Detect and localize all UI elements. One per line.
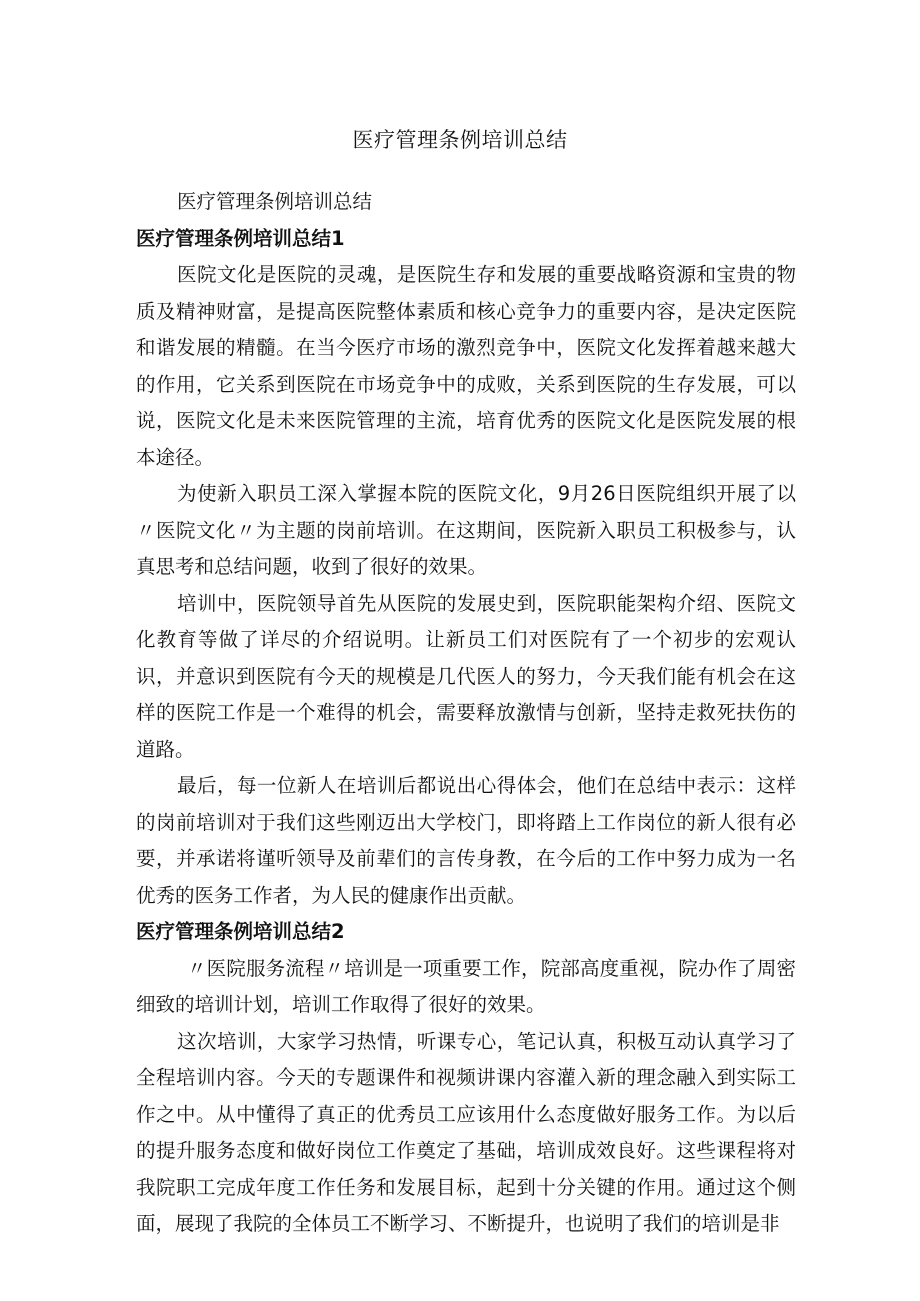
paragraph: 为使新入职员工深入掌握本院的医院文化，9月26日医院组织开展了以〃医院文化〃为主题的岗前培训。在这期间，医院新入职员工积极参与，认真思考和总结问题，收到了很好的效果。 xyxy=(136,482,796,578)
paragraph: 培训中，医院领导首先从医院的发展史到，医院职能架构介绍、医院文化教育等做了详尽的介绍说明。让新员工们对医院有了一个初步的宏观认识，并意识到医院有今天的规模是几代医人的努力，今天我们能有机会在这样的医院工作是一个难得的机会，需要释放激情与创新，坚持走救死扶伤的道路。 xyxy=(136,591,796,761)
paragraph: 这次培训，大家学习热情，听课专心，笔记认真，积极互动认真学习了全程培训内容。今天的专题课件和视频讲课内容灌入新的理念融入到实际工作之中。从中懂得了真正的优秀员工应该用什么态度做好服务工作。为以后的提升服务态度和做好岗位工作奠定了基础，培训成效良好。这些课程将对我院职工完成年度工作任务和发展目标，起到十分关键的作用。通过这个侧面，展现了我院的全体员工不断学习、不断提升，也说明了我们的培训是非 xyxy=(136,1029,796,1235)
paragraph: 〃医院服务流程〃培训是一项重要工作，院部高度重视，院办作了周密细致的培训计划，培训工作取得了很好的效果。 xyxy=(136,956,796,1016)
document-body xyxy=(136,184,796,1243)
document-subtitle: 医疗管理条例培训总结 xyxy=(177,190,373,213)
document-title: 医疗管理条例培训总结 xyxy=(352,128,568,152)
paragraph: 医院文化是医院的灵魂，是医院生存和发展的重要战略资源和宝贵的物质及精神财富，是提高医院整体素质和核心竞争力的重要内容，是决定医院和谐发展的精髓。在当今医疗市场的激烈竞争中，医院文化发挥着越来越大的作用，它关系到医院在市场竞争中的成败，关系到医院的生存发展，可以说，医院文化是未来医院管理的主流，培育优秀的医院文化是医院发展的根本途径。 xyxy=(136,263,796,469)
section-heading: 医疗管理条例培训总结2 xyxy=(136,920,345,943)
paragraph: 最后，每一位新人在培训后都说出心得体会，他们在总结中表示：这样的岗前培训对于我们这些刚迈出大学校门，即将踏上工作岗位的新人很有必要，并承诺将谨听领导及前辈们的言传身教，在今后的工作中努力成为一名优秀的医务工作者，为人民的健康作出贡献。 xyxy=(136,774,796,907)
section-heading: 医疗管理条例培训总结1 xyxy=(136,226,345,250)
